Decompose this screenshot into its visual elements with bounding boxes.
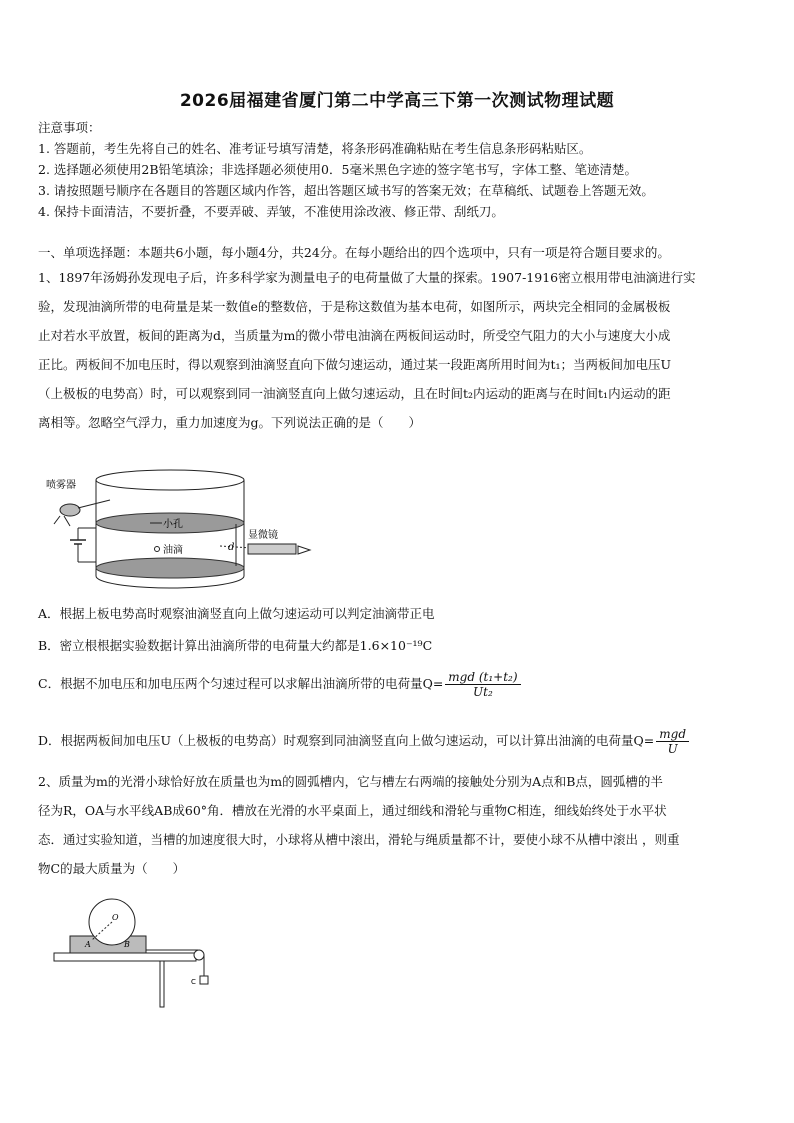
drop-label: 油滴 [163, 545, 183, 556]
q1-option-b: B．密立根根据实验数据计算出油滴所带的电荷量大约都是1.6×10⁻¹⁹C [38, 638, 433, 653]
sprayer-label: 喷雾器 [46, 480, 76, 491]
stem-line: 正比。两板间不加电压时，得以观察到油滴竖直向下做匀速运动，通过某一段距离所用时间为t₁；当两板间加电压U [38, 357, 672, 372]
section-heading: 一、单项选择题：本题共6小题，每小题4分，共24分。在每小题给出的四个选项中，只有一项是符合题目要求的。 [38, 245, 670, 260]
oil-drop-apparatus-figure [40, 466, 330, 598]
stem-line: 离相等。忽略空气浮力，重力加速度为g。下列说法正确的是（ ） [38, 415, 422, 430]
c-label: C [191, 978, 196, 986]
b-label: B [124, 940, 130, 949]
question-1-stem [38, 263, 696, 437]
option-d-numerator: mgd [656, 727, 689, 742]
o-label: O [112, 913, 119, 922]
notice-item: 1. 答题前，考生先将自己的姓名、准考证号填写清楚，将条形码准确粘贴在考生信息条形码粘贴区。 [38, 141, 592, 156]
notice-item: 2. 选择题必须使用2B铅笔填涂；非选择题必须使用0．5毫米黑色字迹的签字笔书写，字体工整、笔迹清楚。 [38, 162, 637, 177]
d-label: d [228, 542, 235, 553]
option-c-fraction [445, 670, 520, 699]
a-label: A [85, 940, 91, 949]
stem-line: 态．通过实验知道，当槽的加速度很大时，小球将从槽中滚出，滑轮与绳质量都不计，要使小球不从槽中滚出 ，则重 [38, 832, 680, 847]
stem-line: 2、质量为m的光滑小球恰好放在质量也为m的圆弧槽内，它与槽左右两端的接触处分别为A点和B点，圆弧槽的半 [38, 774, 663, 789]
hole-label: 小孔 [163, 519, 183, 530]
q1-option-d [38, 727, 691, 756]
stem-line: 1、1897年汤姆孙发现电子后，许多科学家为测量电子的电荷量做了大量的探索。1907-1916密立根用带电油滴进行实 [38, 270, 696, 285]
option-c-numerator: mgd (t₁+t₂) [445, 670, 520, 685]
q1-option-a: A．根据上板电势高时观察油滴竖直向上做匀速运动可以判定油滴带正电 [38, 606, 435, 621]
page-title: 2026届福建省厦门第二中学高三下第一次测试物理试题 [179, 91, 615, 111]
stem-line: 止对若水平放置，板间的距离为d，当质量为m的微小带电油滴在两板间运动时，所受空气阻力的大小与速度大小成 [38, 328, 671, 343]
microscope-label: 显微镜 [248, 530, 278, 541]
stem-line: 物C的最大质量为（ ） [38, 861, 186, 876]
stem-line: 验，发现油滴所带的电荷量是某一数值e的整数倍，于是称这数值为基本电荷，如图所示，两块完全相同的金属极板 [38, 299, 671, 314]
option-c-denominator: Ut₂ [473, 685, 493, 699]
q1-option-c [38, 670, 523, 699]
question-2-stem [38, 767, 679, 883]
notice-item: 3. 请按照题号顺序在各题目的答题区域内作答，超出答题区域书写的答案无效；在草稿纸、试题卷上答题无效。 [38, 183, 654, 198]
notice-heading: 注意事项： [38, 120, 101, 135]
option-c-text: C．根据不加电压和加电压两个匀速过程可以求解出油滴所带的电荷量Q= [38, 676, 444, 691]
groove-pulley-figure [50, 898, 220, 1010]
option-d-denominator: U [667, 742, 678, 756]
stem-line: （上极板的电势高）时，可以观察到同一油滴竖直向上做匀速运动，且在时间t₂内运动的距离与在时间t₁内运动的距 [38, 386, 671, 401]
stem-line: 径为R，OA与水平线AB成60°角．槽放在光滑的水平桌面上，通过细线和滑轮与重物C相连，细线始终处于水平状 [38, 803, 667, 818]
notice-item: 4. 保持卡面清洁，不要折叠，不要弄破、弄皱，不准使用涂改液、修正带、刮纸刀。 [38, 204, 504, 219]
option-d-fraction [656, 727, 689, 756]
option-d-text: D．根据两板间加电压U（上极板的电势高）时观察到同油滴竖直向上做匀速运动，可以计算出油滴的电荷量Q= [38, 733, 655, 748]
